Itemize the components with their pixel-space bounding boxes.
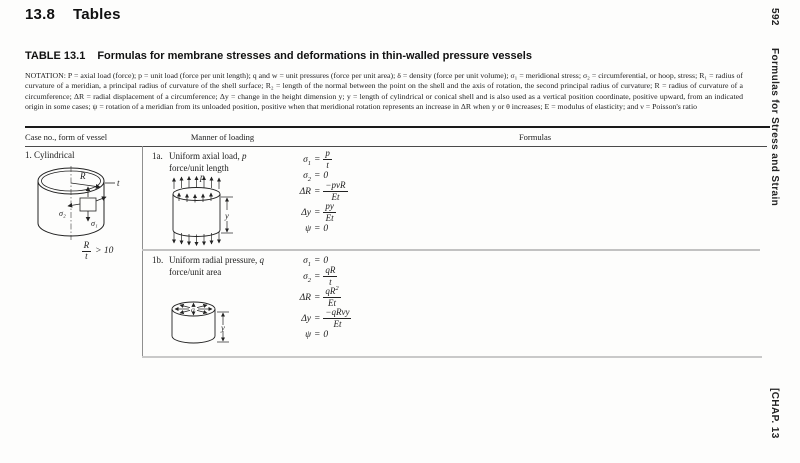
condition-numerator: R [83,240,90,250]
case-1a-loading-text: Uniform axial load, [169,151,240,161]
case-1a-formulas [294,149,348,234]
table-title [25,50,532,62]
case-condition [55,241,140,262]
table-rule-top [25,126,770,128]
case-name: 1. Cylindrical [25,150,75,160]
formula-delta-R: ΔR = $\frac{\text{−pνR}}{Et}$ [299,180,346,202]
stress-element [80,198,96,211]
height-y-label-1b: y [221,322,225,333]
condition-denominator: t [85,251,88,262]
section-number: 13.8 [25,6,55,23]
section-title: Tables [73,6,121,23]
case-1b-formulas [294,255,351,340]
formula-psi: ψ = 0 [305,329,329,340]
sigma2-label: σ₂ [59,209,66,218]
formula-psi: ψ = 0 [305,223,329,234]
column-header-vessel: Case no., form of vessel [25,132,108,142]
section-heading [25,6,121,23]
notation-paragraph: NOTATION: P = axial load (force); p = unit load (force per unit length); q and w = unit pressures (force per unit area); δ = density (force per unit volume); σ₁ = meridional stress; σ₂ = circumferential, or hoop, stress; R₁ = radius of curvature of a meridian, a principal radius of curvature of the shell surface; R₂ = length of the normal between the point on the shell and the axis of rotation, the second principal radius of curvature; R = radius of curvature of a circumference; ΔR = radial displacement of a circumference; Δy = change in the height dimension y; y = length of cylindrical or conical shell and is also used as a vertical position coordinate, positive upward, from an indicated origin in some cases; ψ = rotation of a meridian from its unloaded position, positive when that meridional rotation represents an increase in ΔR when y or θ increases; E = modulus of elasticity; and ν = Poisson's ratio [25,70,743,112]
case-1a-loading [152,150,302,174]
column-header-formulas: Formulas [518,132,552,142]
formula-delta-y: Δy = $\frac{py}{Et}$ [301,201,334,223]
page-number: 592 [769,8,780,26]
radius-label: R [80,171,86,181]
thickness-label: t [117,178,120,188]
formula-delta-y: Δy = $\frac{\text{−qRνy}}{Et}$ [301,307,350,329]
load-p-label: p [200,172,205,182]
case-1b-loading [152,254,312,278]
cylinder-vessel-diagram [30,162,148,244]
case-1b-label: 1b. [152,255,164,265]
height-y-label: y [225,210,229,221]
case-1a-loading-text2: force/unit length [169,163,229,173]
table-rule-header [25,146,767,147]
running-title: Formulas for Stress and Strain [769,48,780,207]
pressure-q-label: q [191,305,195,314]
formula-sigma1: $\sigma_1$ = $\frac{p}{t}$ [303,148,330,170]
axial-load-diagram [170,172,240,248]
condition-inequality: > 10 [95,246,114,257]
sigma1-label: σ₁ [91,219,98,228]
table-rule-1a-1b [142,249,760,251]
formula-sigma2: $\sigma_2$ = $\frac{qR}{t}$ [303,265,336,287]
case-1a-load-symbol: p [241,151,247,161]
table-title-text: Formulas for membrane stresses and deformations in thin-walled pressure vessels [97,50,532,62]
case-1b-loading-text: Uniform radial pressure, [169,255,258,265]
chapter-label: [CHAP. 13 [769,388,780,439]
radial-pressure-diagram [168,298,234,348]
column-header-loading: Manner of loading [190,132,255,142]
table-label: TABLE 13.1 [25,50,86,62]
case-1b-load-symbol: q [259,255,264,265]
case-1b-loading-text2: force/unit area [169,267,222,277]
formula-sigma2: $\sigma_2$ = 0 [303,170,329,183]
case-1a-label: 1a. [152,151,163,161]
radius-arrow [71,183,100,187]
formula-delta-R: ΔR = $\frac{qR^2}{Et}$ [299,285,339,308]
formula-sigma1: $\sigma_1$ = 0 [303,255,329,268]
table-rule-bottom [142,356,762,358]
